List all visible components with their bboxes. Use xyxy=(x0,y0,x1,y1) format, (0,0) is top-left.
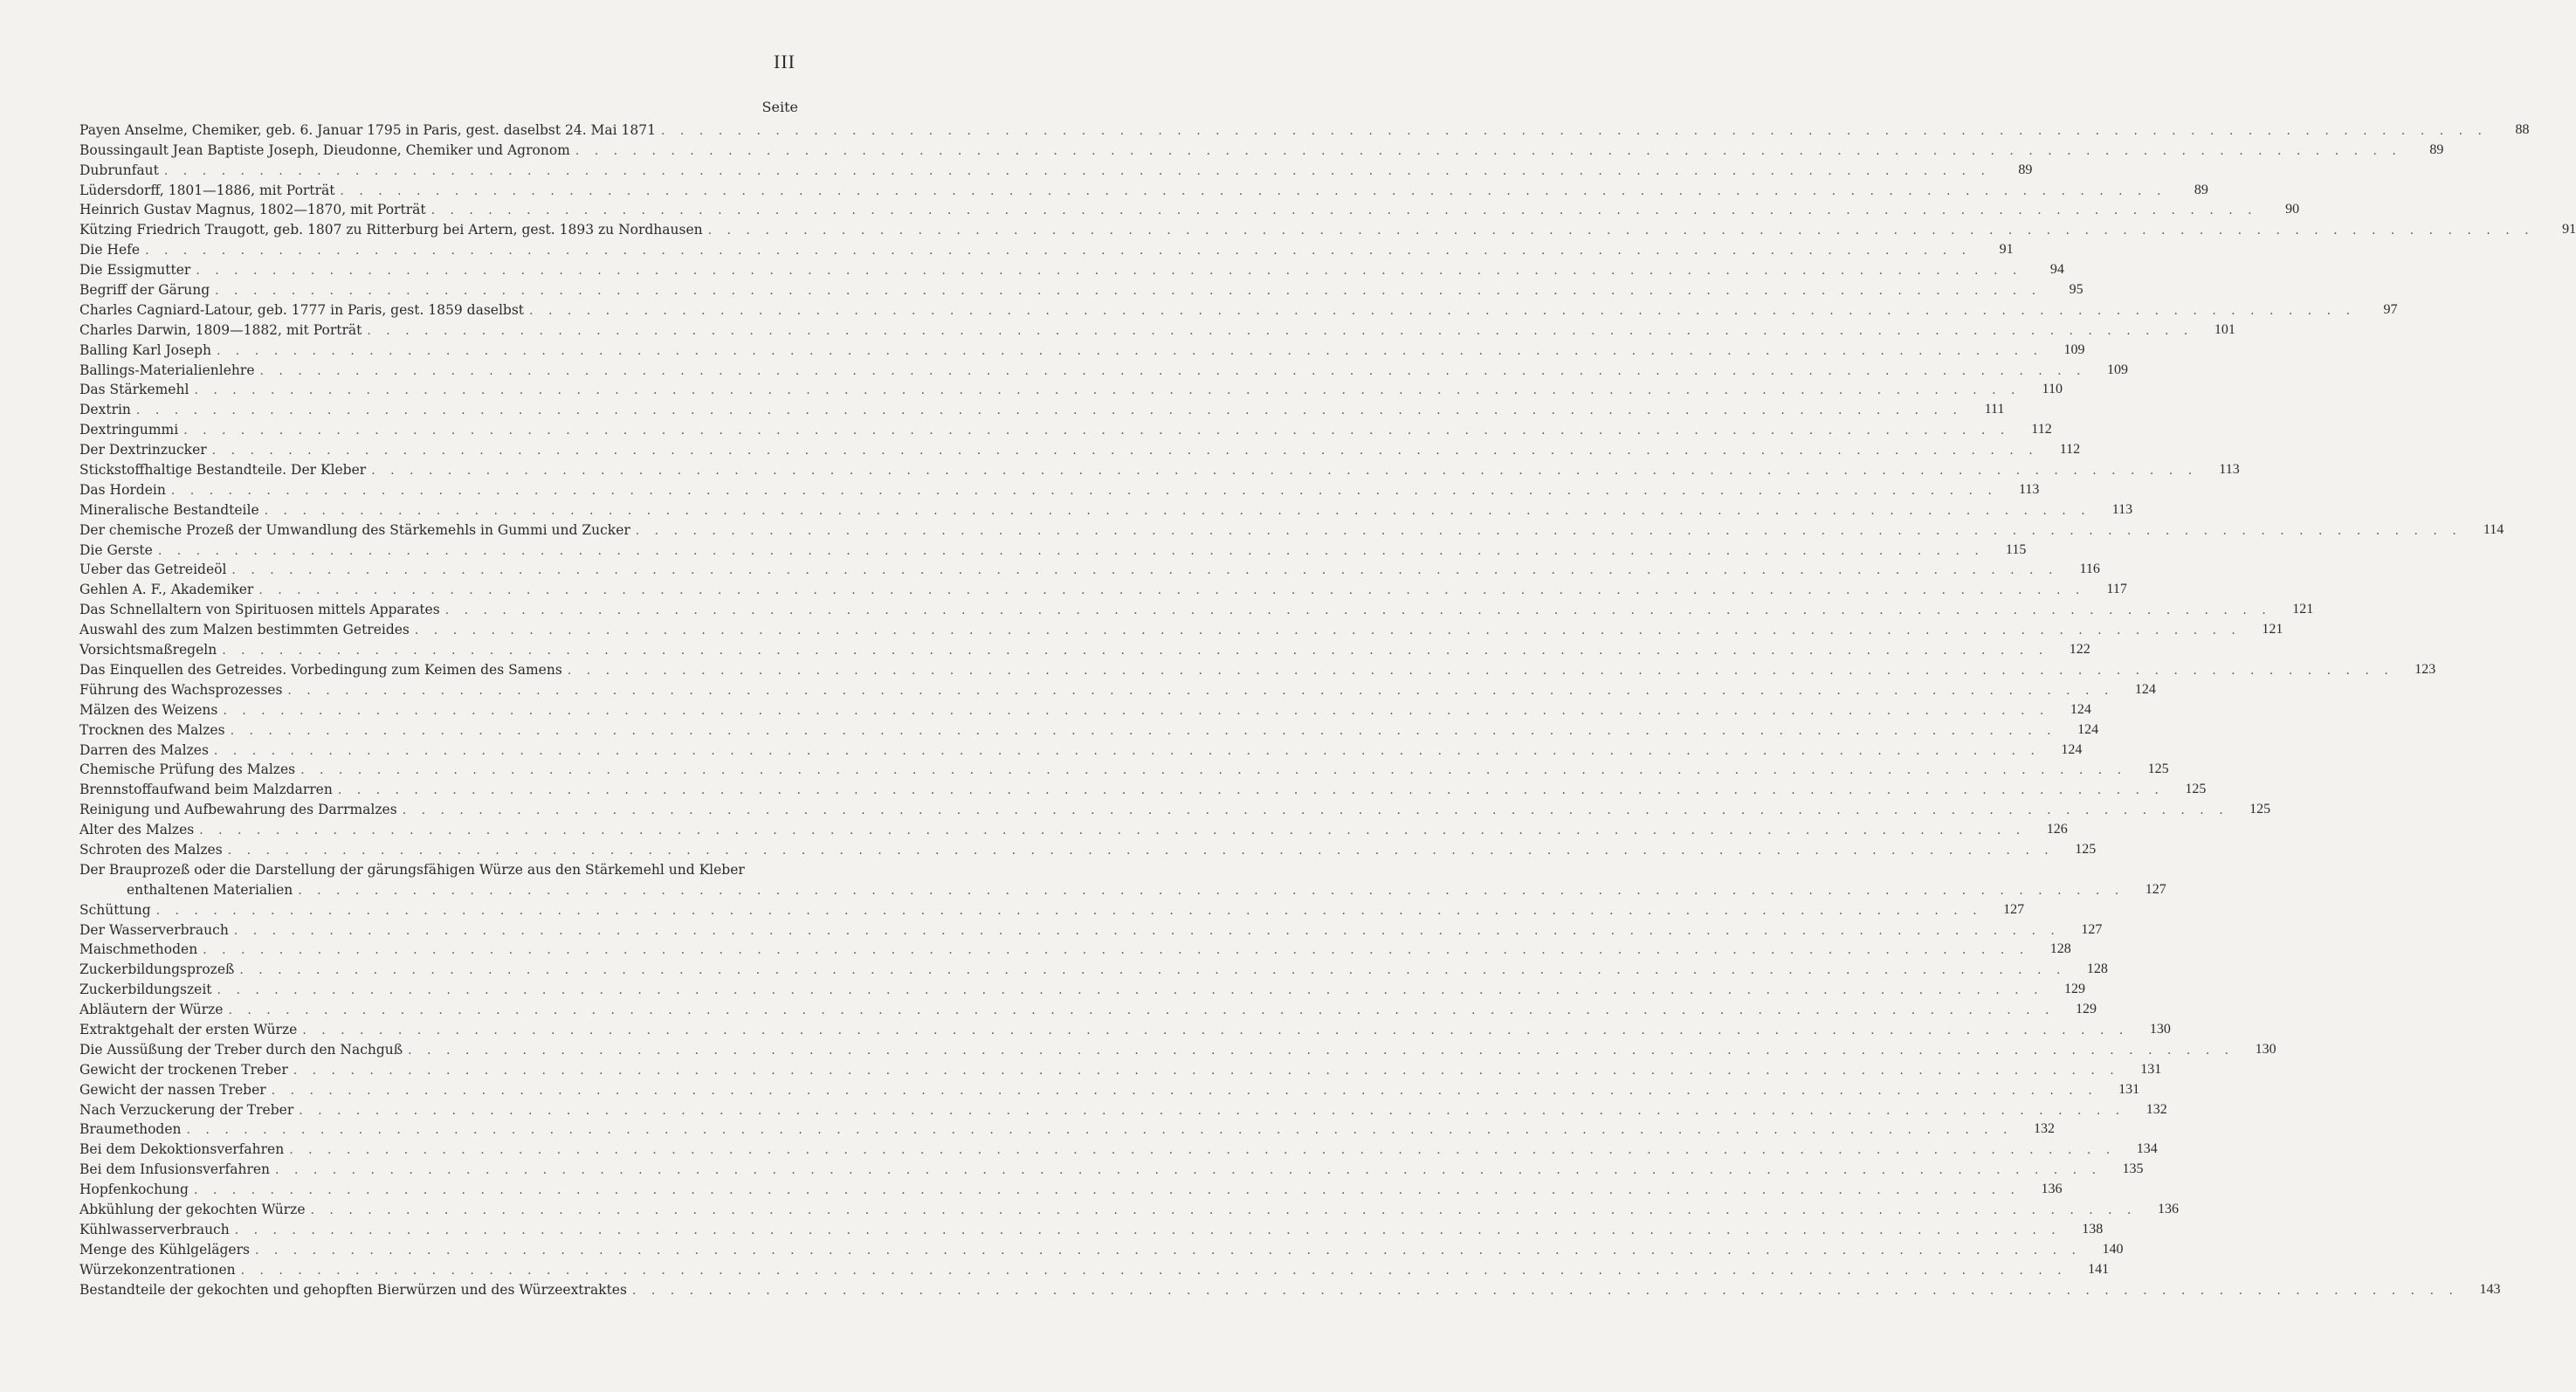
dot-leader xyxy=(708,224,2535,238)
toc-entry xyxy=(79,658,2436,678)
toc-entry-page: 117 xyxy=(2106,582,2127,597)
toc-entry-title: Das Hordein xyxy=(79,481,166,498)
toc-entry xyxy=(79,577,2127,598)
toc-entry-page: 129 xyxy=(2064,982,2086,997)
toc-entry xyxy=(79,837,2097,858)
toc-entry-page: 123 xyxy=(2414,661,2436,677)
toc-entry xyxy=(79,1118,2056,1138)
toc-entry-page: 125 xyxy=(2147,761,2169,777)
toc-entry-title: Die Gerste xyxy=(79,541,153,558)
toc-entry-page: 114 xyxy=(2483,521,2504,537)
toc-entry-title: Der chemische Prozeß der Umwandlung des Stärkemehls in Gummi und Zucker xyxy=(79,521,630,538)
toc-entry-title: Auswahl des zum Malzen bestimmten Getreides xyxy=(79,622,410,638)
toc-entry xyxy=(79,637,2090,658)
toc-entry-page: 116 xyxy=(2079,562,2100,577)
toc-entry-title: Bei dem Infusionsverfahren xyxy=(79,1161,271,1178)
toc-entry xyxy=(79,358,2128,378)
toc-entry xyxy=(79,617,2283,638)
dot-leader xyxy=(408,1044,2235,1058)
toc-entry-page: 140 xyxy=(2102,1241,2124,1257)
dot-leader xyxy=(234,924,2061,938)
toc-entry-title: Die Aussüßung der Treber durch den Nachguß xyxy=(79,1041,403,1058)
dot-leader xyxy=(265,504,2091,518)
toc-entry xyxy=(79,918,2103,938)
toc-entry-title: Bestandteile der gekochten und gehopften Bierwürzen und des Würzeextraktes xyxy=(79,1281,627,1298)
dot-leader xyxy=(287,684,2114,698)
dot-leader xyxy=(529,304,2356,318)
toc-entry-title: Ueber das Getreideöl xyxy=(79,562,227,578)
toc-entry xyxy=(79,758,2169,778)
dot-leader xyxy=(568,664,2394,678)
toc-entry-page: 94 xyxy=(2049,262,2064,278)
toc-entry-title: Abkühlung der gekochten Würze xyxy=(79,1201,306,1217)
dot-leader xyxy=(222,644,2049,658)
toc-entry-title: Der Dextrinzucker xyxy=(79,442,207,458)
dot-leader xyxy=(231,563,2058,577)
toc-entry-title: Payen Anselme, Chemiker, geb. 6. Januar 1795 in Paris, gest. daselbst 24. Mai 1871 xyxy=(79,121,656,138)
toc-entry-page: 138 xyxy=(2082,1221,2104,1237)
toc-entry xyxy=(79,538,2027,558)
dot-leader xyxy=(299,1104,2125,1118)
dot-leader xyxy=(298,884,2125,898)
toc-entry xyxy=(79,518,2504,538)
toc-entry xyxy=(79,258,2064,279)
toc-entry-page: 111 xyxy=(1984,402,2005,417)
toc-entry xyxy=(79,318,2235,338)
toc-entry-title: Stickstoffhaltige Bestandteile. Der Kleber xyxy=(79,462,367,479)
dot-leader xyxy=(289,1143,2116,1157)
toc-entry xyxy=(79,997,2097,1018)
toc-entry-title: Vorsichtsmaßregeln xyxy=(79,642,217,658)
toc-entry-page: 131 xyxy=(2140,1061,2162,1077)
toc-entry-page: 125 xyxy=(2185,782,2207,797)
toc-entry-page: 128 xyxy=(2086,961,2108,977)
toc-entry-title: Hopfenkochung xyxy=(79,1182,189,1198)
dot-leader xyxy=(199,823,2026,837)
toc-entry-page: 131 xyxy=(2118,1081,2140,1097)
dot-leader xyxy=(231,724,2057,738)
toc-entry-title: Die Hefe xyxy=(79,242,141,258)
toc-entry-page: 141 xyxy=(2088,1261,2110,1277)
toc-entry-page: 113 xyxy=(2219,462,2240,478)
toc-entry-title: Die Essigmutter xyxy=(79,262,191,279)
toc-entry-title: Dextringummi xyxy=(79,422,179,438)
dot-leader xyxy=(258,583,2085,597)
toc-entry-page: 136 xyxy=(2158,1201,2180,1216)
dot-leader xyxy=(241,1264,2068,1278)
toc-entry-page: 132 xyxy=(2146,1101,2167,1117)
toc-entry xyxy=(79,1137,2158,1158)
dot-leader xyxy=(367,324,2194,338)
toc-entry-title: Alter des Malzes xyxy=(79,822,195,838)
toc-entry xyxy=(79,1017,2171,1037)
toc-entry-page: 129 xyxy=(2075,1002,2097,1017)
dot-leader xyxy=(164,164,1991,178)
toc-entry xyxy=(79,198,2300,218)
toc-entry-page: 88 xyxy=(2515,121,2530,137)
toc-entry-page: 91 xyxy=(1999,242,2014,258)
toc-entry-title: Boussingault Jean Baptiste Joseph, Dieudonne, Chemiker und Agronom xyxy=(79,141,570,158)
toc-entry-page: 124 xyxy=(2134,681,2156,697)
toc-entry xyxy=(79,957,2108,978)
dot-leader xyxy=(255,1244,2082,1258)
toc-entry xyxy=(79,378,2063,398)
toc-entry-title: Mineralische Bestandteile xyxy=(79,501,259,518)
dot-leader xyxy=(217,344,2043,358)
dot-leader xyxy=(575,144,2402,158)
dot-leader xyxy=(636,524,2462,538)
toc-entry xyxy=(79,1078,2140,1098)
toc-entry-title: Mälzen des Weizens xyxy=(79,701,218,718)
toc-entry xyxy=(79,977,2086,998)
page-number: III xyxy=(774,51,796,72)
toc-entry xyxy=(79,698,2091,718)
toc-entry-title: Das Stärkemehl xyxy=(79,382,189,398)
toc-entry xyxy=(79,298,2398,318)
toc-entry-title: Dextrin xyxy=(79,402,131,418)
toc-entry-page: 89 xyxy=(2194,182,2208,197)
toc-entry-page: 125 xyxy=(2075,841,2097,857)
toc-entry-title: Zuckerbildungszeit xyxy=(79,982,212,998)
dot-leader xyxy=(215,284,2042,298)
toc-entry xyxy=(79,338,2085,358)
dot-leader xyxy=(156,904,1983,918)
toc-entry-page: 115 xyxy=(2005,541,2027,557)
toc-entry xyxy=(79,138,2444,158)
dot-leader xyxy=(239,963,2066,977)
toc-entry-title: Würzekonzentrationen xyxy=(79,1261,236,1278)
toc-entry-title: Charles Cagniard-Latour, geb. 1777 in Paris, gest. 1859 daselbst xyxy=(79,301,525,318)
toc-entry-title: Das Schnellaltern von Spirituosen mittels Apparates xyxy=(79,602,440,618)
dot-leader xyxy=(228,844,2055,858)
toc-entry-title: Maischmethoden xyxy=(79,941,198,958)
toc-entry-title: Kühlwasserverbrauch xyxy=(79,1221,230,1237)
toc-entry-page: 125 xyxy=(2249,802,2271,817)
toc-entry-title: Das Einquellen des Getreides. Vorbedingung zum Keimen des Samens xyxy=(79,661,562,678)
toc-entry-title: Gewicht der nassen Treber xyxy=(79,1081,266,1098)
toc-entry-page: 136 xyxy=(2041,1182,2063,1197)
toc-entry-title: Menge des Kühlgelägers xyxy=(79,1241,250,1258)
dot-leader xyxy=(415,624,2242,637)
toc-entry-page: 130 xyxy=(2149,1021,2171,1037)
toc-entry xyxy=(79,1217,2104,1237)
dot-leader xyxy=(194,383,2021,397)
toc-entry-page: 89 xyxy=(2018,162,2033,177)
toc-entry xyxy=(79,498,2133,518)
toc-entry-page: 127 xyxy=(2145,881,2166,897)
toc-entry-page: 113 xyxy=(2018,481,2040,497)
toc-entry xyxy=(79,1157,2144,1178)
dot-leader xyxy=(272,1084,2098,1098)
dot-leader xyxy=(371,464,2198,478)
toc-entry xyxy=(79,118,2530,138)
toc-entry-title: Begriff der Gärung xyxy=(79,282,210,299)
toc-entry-title: Der Brauprozeß oder die Darstellung der gärungsfähigen Würze aus den Stärkemehl und Kleber xyxy=(79,861,745,878)
toc-entry-title: Der Wasserverbrauch xyxy=(79,921,229,938)
toc-entry-title: Heinrich Gustav Magnus, 1802—1870, mit Porträt xyxy=(79,202,426,218)
toc-entry xyxy=(79,1058,2162,1078)
toc-entry-title: Brennstoffaufwand beim Malzdarren xyxy=(79,782,333,798)
toc-entry-title: Gehlen A. F., Akademiker xyxy=(79,582,254,598)
toc-entry-page: 124 xyxy=(2061,741,2083,757)
toc-entry-title: Darren des Malzes xyxy=(79,741,209,758)
toc-entry-title: Gewicht der trockenen Treber xyxy=(79,1061,288,1078)
toc-entry-title: Nach Verzuckerung der Treber xyxy=(79,1101,294,1118)
dot-leader xyxy=(223,704,2049,718)
toc-entry-page: 128 xyxy=(2049,941,2071,957)
dot-leader xyxy=(300,763,2127,777)
toc-entry-page: 132 xyxy=(2034,1121,2056,1137)
toc-entry xyxy=(79,278,2084,299)
toc-entry xyxy=(79,678,2156,698)
toc-entry xyxy=(79,858,798,878)
dot-leader xyxy=(212,444,2039,458)
toc-entry-page: 134 xyxy=(2136,1141,2158,1157)
toc-entry-page: 127 xyxy=(2081,921,2103,937)
dot-leader xyxy=(187,1123,2014,1137)
toc-entry-page: 122 xyxy=(2069,642,2090,658)
toc-entry-title: Schüttung xyxy=(79,901,151,918)
toc-entry xyxy=(79,417,2052,438)
toc-entry-page: 97 xyxy=(2383,301,2398,317)
toc-entry-title: Charles Darwin, 1809—1882, mit Porträt xyxy=(79,321,362,338)
toc-entry xyxy=(79,898,2025,918)
toc-entry-title: Dubrunfaut xyxy=(79,162,159,178)
toc-entry xyxy=(79,597,2314,618)
toc-entry xyxy=(79,217,2576,238)
dot-leader xyxy=(661,124,2488,138)
toc-entry xyxy=(79,1258,2110,1278)
toc-entry-page: 143 xyxy=(2479,1281,2501,1297)
toc-entry xyxy=(79,158,2033,178)
toc-entry-page: 95 xyxy=(2069,282,2084,298)
toc-entry xyxy=(79,558,2100,578)
dot-leader xyxy=(171,484,1998,498)
dot-leader xyxy=(632,1284,2459,1298)
dot-leader xyxy=(403,803,2229,817)
toc-entry-title: Lüdersdorff, 1801—1886, mit Porträt xyxy=(79,182,335,198)
toc-entry-page: 101 xyxy=(2214,321,2235,337)
toc-entry xyxy=(79,397,2005,418)
toc-entry-page: 130 xyxy=(2255,1041,2276,1057)
toc-entry-title: Abläutern der Würze xyxy=(79,1002,224,1018)
toc-entry-page: 124 xyxy=(2070,701,2091,717)
dot-leader xyxy=(302,1023,2129,1037)
toc-entry-title: enthaltenen Materialien xyxy=(127,881,293,898)
toc-entry-page: 109 xyxy=(2107,362,2128,377)
table-of-contents xyxy=(79,118,2576,1298)
toc-entry-page: 135 xyxy=(2122,1161,2144,1177)
dot-leader xyxy=(217,983,2044,997)
toc-entry xyxy=(79,478,2040,498)
toc-entry xyxy=(79,718,2099,738)
dot-leader xyxy=(136,403,1963,417)
dot-leader xyxy=(293,1064,2120,1078)
toc-entry-title: Zuckerbildungsprozeß xyxy=(79,961,235,978)
toc-entry xyxy=(79,738,2083,758)
toc-entry xyxy=(79,238,2014,258)
toc-entry-title: Bei dem Dekoktionsverfahren xyxy=(79,1141,285,1158)
dot-leader xyxy=(214,744,2041,758)
toc-entry-page: 126 xyxy=(2046,822,2068,837)
dot-leader xyxy=(194,1183,2021,1197)
toc-entry xyxy=(79,1177,2063,1198)
dot-leader xyxy=(275,1163,2102,1177)
toc-entry xyxy=(79,817,2068,838)
toc-entry-title: Trocknen des Malzes xyxy=(79,721,225,738)
toc-entry-page: 113 xyxy=(2111,501,2133,517)
toc-entry xyxy=(79,1278,2501,1298)
toc-entry-title: Führung des Wachsprozesses xyxy=(79,681,283,698)
dot-leader xyxy=(338,783,2165,797)
dot-leader xyxy=(196,264,2022,278)
dot-leader xyxy=(235,1223,2062,1237)
dot-leader xyxy=(445,603,2272,617)
dot-leader xyxy=(203,943,2029,957)
toc-entry xyxy=(79,1098,2167,1118)
column-header-seite: Seite xyxy=(761,99,798,115)
dot-leader xyxy=(158,544,1985,558)
toc-entry xyxy=(79,1037,2276,1058)
toc-entry xyxy=(79,1197,2180,1217)
dot-leader xyxy=(311,1203,2138,1217)
dot-leader xyxy=(340,184,2166,198)
toc-entry-title: Schroten des Malzes xyxy=(79,841,223,858)
toc-entry xyxy=(79,777,2207,798)
toc-entry-page: 124 xyxy=(2077,721,2099,737)
toc-entry-title: Ballings-Materialienlehre xyxy=(79,362,255,378)
toc-entry-title: Balling Karl Joseph xyxy=(79,341,212,358)
toc-entry-page: 110 xyxy=(2042,382,2063,397)
toc-entry xyxy=(79,938,2071,958)
toc-entry-title: Chemische Prüfung des Malzes xyxy=(79,761,296,778)
toc-entry-title: Extraktgehalt der ersten Würze xyxy=(79,1021,298,1037)
toc-entry xyxy=(79,878,2166,898)
toc-entry xyxy=(79,438,2081,458)
toc-entry xyxy=(79,178,2208,198)
toc-entry-title: Braumethoden xyxy=(79,1121,182,1138)
toc-entry xyxy=(79,1237,2124,1258)
toc-entry-page: 89 xyxy=(2429,141,2444,157)
toc-entry-title: Reinigung und Aufbewahrung des Darrmalzes xyxy=(79,802,397,818)
toc-entry-page: 109 xyxy=(2063,341,2085,357)
toc-entry-page: 112 xyxy=(2059,442,2081,458)
toc-entry-page: 91 xyxy=(2562,222,2576,238)
dot-leader xyxy=(145,244,1972,258)
toc-entry-page: 90 xyxy=(2285,202,2300,217)
dot-leader xyxy=(183,424,2010,438)
dot-leader xyxy=(260,364,2087,378)
dot-leader xyxy=(228,1003,2055,1017)
toc-entry-page: 127 xyxy=(2003,901,2025,917)
toc-entry-page: 112 xyxy=(2031,422,2052,438)
toc-entry xyxy=(79,458,2240,479)
toc-entry-page: 121 xyxy=(2292,602,2314,617)
dot-leader xyxy=(431,203,2258,217)
toc-entry-page: 121 xyxy=(2262,622,2283,637)
toc-entry-title: Kützing Friedrich Traugott, geb. 1807 zu Ritterburg bei Artern, gest. 1893 zu Nordhausen xyxy=(79,222,703,238)
toc-entry xyxy=(79,797,2271,818)
